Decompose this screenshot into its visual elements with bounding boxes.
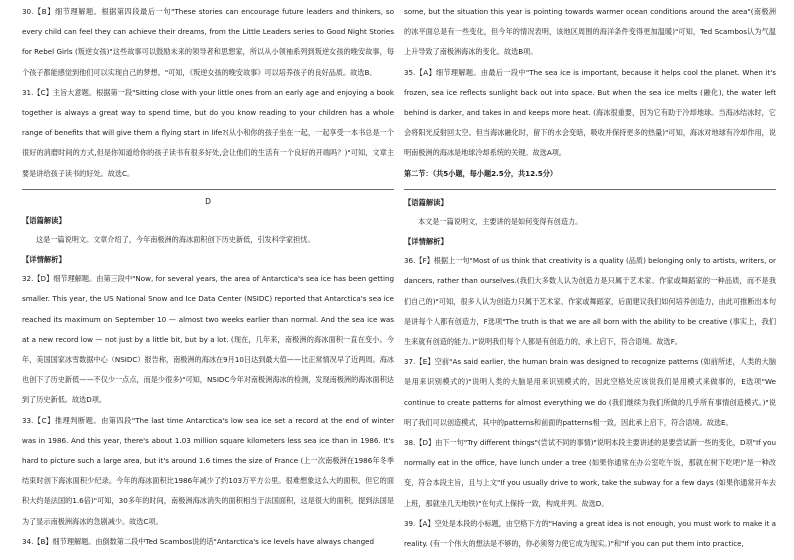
passage-letter: D: [205, 197, 211, 207]
answer-32: 32.【D】细节理解题。由第三段中"Now, for several years, the area of Antarctica's sea ice has been getting smaller. This year, the US National Snow and Ice Data Center (NSIDC) reported that Antarctica's sea ice reached its maximum on September 10 — almost two weeks earlier than normal. And the sea ice was at a new record low — not just by a little bit, but by a lot. (现在，几年来，南极洲的海冰面积一直在变小。今年，美国国家冰雪数据中心（NSIDC）报告称，南极洲的海冰在9月10日达到最大值——比正常情况早了近两周。海冰也创下了历史新低——不仅少一点点，而是少很多)"可知，NSIDC今年对南极洲海冰的检测，发现南极洲的海冰面积达到了历史新低。故选D项。: [22, 274, 394, 405]
answer-37: 37.【E】空前"As said earlier, the human brain was designed to recognize patterns (如前所述，人类的大脑是用来识别模式的)"说明人类的大脑是用来识别模式的，因此空格处应该说我们是用模式来做事的，E选项"We continue to create patterns for almost everything we do (我们继续为我们所做的几乎所有事情创造模式。)"说明了我们可以创造模式，其中的patterns和前面的patterns相一致，因此承上启下，符合语境。故选E。: [404, 357, 776, 427]
section-divider: [404, 189, 776, 190]
answer-35: 35.【A】细节理解题。由最后一段中"The sea ice is important, because it helps cool the planet. When it's frozen, sea ice reflects sunlight back out into space. But when the sea ice melts (融化), the water left behind is darker, and takes in and keeps more heat. (海冰很重要，因为它有助于冷却地球。当海冰结冰时，它会将阳光反射回太空。但当海冰融化时，留下的水会变暗，吸收并保持更多的热量)"可知，海冰对地球有冷却作用，说明南极洲的海冰是地球冷却系统的关键。故选A项。: [404, 67, 776, 158]
passage-summary-text: 本文是一篇说明文，主要讲的是如何变得有创造力。: [418, 217, 583, 227]
detailed-analysis-heading: 【详情解析】: [22, 255, 66, 265]
answer-36: 36.【F】根据上一句"Most of us think that creativity is a quality (品质) belonging only to artists, writers, or dancers, rather than ourselves.(我们大多数人认为创造力是只属于艺术家、作家或舞蹈家的一种品质，而不是我们自己的)"可知，很多人认为创造力只属于艺术家、作家或舞蹈家，后面建议我们如何培养创造力，由此可推断出本句是讲每个人都有创造力，F选项"The truth is that we are all born with the ability to be creative (事实上，我们生来就有创造的能力。)"说明我们每个人都是有创造力的，承上启下，符合语境。故选F。: [404, 256, 776, 347]
passage-summary-text: 这是一篇说明文。文章介绍了，今年南极洲的海冰面积创下历史新低，引发科学家担忧。: [36, 235, 315, 245]
detailed-analysis-heading: 【详情解析】: [404, 237, 448, 247]
passage-summary-heading: 【语篇解读】: [404, 198, 448, 208]
section-divider: [22, 189, 394, 190]
answer-34-continued: some, but the situation this year is pointing towards warmer ocean conditions around the area"(南极洲的冰平面总是有一些变化，但今年的情况表明，该地区周围的海洋条件变得更加温暖)"可知，Ted Scambos认为气温上升导致了南极洲海冰的变化。故选B项。: [404, 7, 776, 57]
passage-summary-heading: 【语篇解读】: [22, 216, 66, 226]
answer-38: 38.【D】由下一句"Try different things"(尝试不同的事情)"说明本段主要讲述的是要尝试新一些的变化，D项"If you normally eat in the office, have lunch under a tree (如果你通常在办公室吃午饭，那就在树下吃吧)"是一种改变，符合本段主旨，且与上文"If you usually drive to work, take the subway for a few days (如果你通常开车去上班，那就坐几天地铁)"在句式上保持一致，构成并列。故选D。: [404, 438, 776, 508]
answer-34: 34.【B】细节理解题。由倒数第二段中Ted Scambos说的话"Antarctica's ice levels have always changed: [22, 536, 375, 546]
left-column: [22, 2, 394, 552]
answer-30: 30.【B】细节理解题。根据第四段最后一句"These stories can encourage future leaders and thinkers, so every child can feel they can achieve their dreams, from the Little Leaders series to Good Night Stories for Rebel Girls (叛逆女孩)"这些故事可以鼓励未来的领导者和思想家，所以从小领袖系列到叛逆女孩的晚安故事，每个孩子都能感觉到他们可以实现自己的梦想。"可知，《叛逆女孩的晚安故事》可以培养孩子的良好品质。故选B。: [22, 7, 394, 77]
answer-31: 31.【C】主旨大意题。根据第一段"Sitting close with your little ones from an early age and enjoying a book together is always a great way to spend time, but do you know reading to your children has a whole range of benefits that will give them a flying start in life?(从小和你的孩子坐在一起，一起享受一本书总是一个很好的消磨时间的方式,但是你知道给你的孩子读书有很多好处,会让他们的生活有一个良好的开端吗？)"可知，文章主要是讲给孩子读书的好处。故选C。: [22, 87, 394, 178]
right-column: [404, 2, 776, 554]
answer-39: 39.【A】空处是本段的小标题，由空格下方的"Having a great idea is not enough, you must work to make it a reality. (有一个伟大的想法是不够的，你必须努力使它成为现实。)"和"If you can put them into practice,: [404, 518, 776, 549]
section-two-heading: 第二节：（共5小题，每小题2.5分，共12.5分）: [404, 168, 558, 178]
answer-33: 33.【C】推理判断题。由第四段"The last time Antarctica's low sea ice set a record at the end of winter was in 1986. And this year, there's about 1.03 million square kilometers less sea ice than in 1986. It's hard to picture such a large area, but it's around 1.6 times the size of France (上一次南极洲在1986年冬季结束时创下海冰面积少纪录。今年的海冰面积比1986年减少了约103万平方公里。很难想象这么大的面积，但它的面积大约是法国的1.6倍)"可知，30多年的时间，南极洲海冰消失的面积相当于法国面积，这是很大的面积，提到法国是为了显示南极洲海冰的急剧减少。故选C项。: [22, 415, 394, 526]
